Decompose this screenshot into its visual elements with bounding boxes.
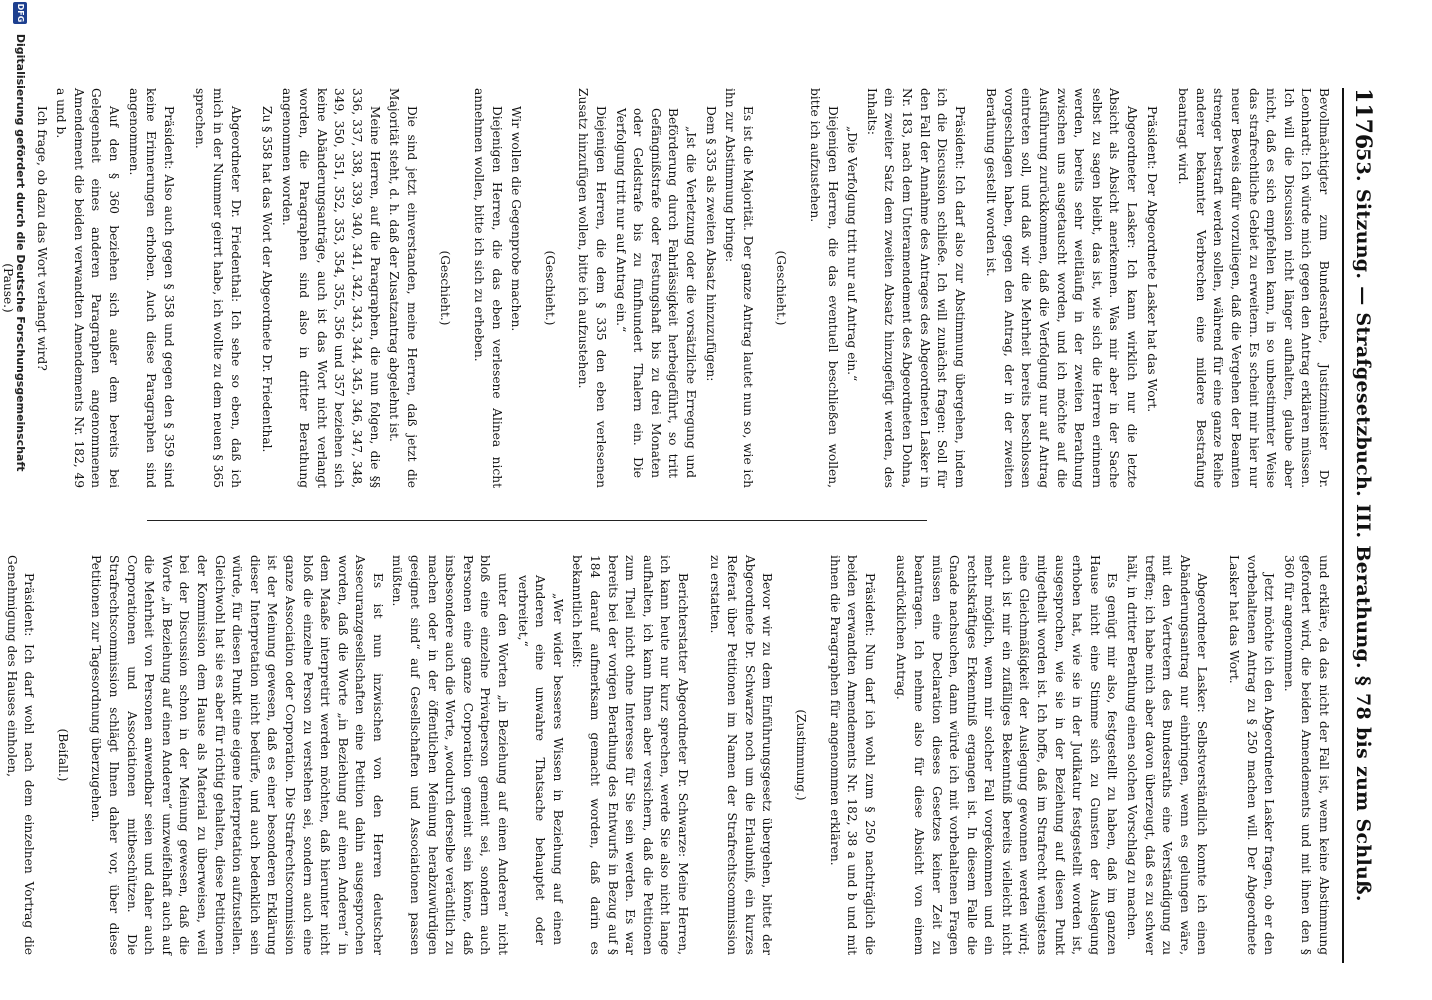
paragraph: Jetzt möchte ich den Abgeordneten Lasker fragen, ob er den vorbehaltenen Antrag zu § 250 machen will. Der Abgeordnete Lasker hat das Wort.	[1227, 555, 1277, 955]
paragraph: Meine Herren, auf die Paragraphen, die nun folgen, die §§ 336, 337, 338, 339, 340, 341, 342, 343, 344, 345, 346, 347, 348, 349, 350, 351, 352, 353, 354, 355, 356 und 357 beziehen sich keine Abänderungsanträge, auch ist das Wort nicht verlangt worden, die Paragraphen sind also in dritter Berathung angenommen worden.	[279, 88, 382, 488]
stage-direction: (Geschieht.)	[774, 250, 789, 326]
stage-direction: (Zustimmung.)	[793, 709, 808, 801]
paragraph: Ich frage, ob dazu das Wort verlangt wird?	[34, 106, 49, 371]
paragraph: Präsident: Der Abgeordnete Lasker hat das Wort.	[1144, 106, 1159, 413]
paragraph: Diejenigen Herren, die das eben verlesene Alinea nicht annehmen wollen, bitte ich sich zu erheben.	[472, 88, 504, 488]
paragraph: Wir wollen die Gegenprobe machen.	[509, 106, 524, 332]
paragraph: Die sind jetzt einverstanden, meine Herren, daß jetzt die Majorität steht, d. h. daß der Zusatzantrag abgelehnt ist.	[387, 88, 419, 488]
paragraph: und erkläre, da das nicht der Fall ist, wenn keine Abstimmung gefordert wird, die beiden Amendements und mit ihnen den § 360 für angenommen.	[1281, 555, 1331, 955]
stage-direction: (Beifall.)	[55, 728, 70, 782]
stage-direction: (Pause.)	[1, 263, 15, 313]
paragraph: Diejenigen Herren, die dem § 335 den eben verlesenen Zusatz hinzufügen wollen, bitte ich aufzustehen.	[576, 88, 609, 488]
paragraph: Bevor wir zu dem Einführungsgesetz übergehen, bittet der Abgeordnete Dr. Schwarze noch um die Erlaubniß, ein kurzes Referat über Petitionen im Namen der Strafrechtscommission zu erstatten.	[707, 555, 775, 955]
paragraph: Abgeordneter Lasker: Selbstverständlich konnte ich einen Abänderungsantrag nur einbringen, wenn es gelungen wäre, mit den Vertretern des Bundesraths eine Verständigung zu treffen; ich habe mich aber davon überzeugt, daß es zu schwer hält, in dritter Berathung einen solchen Vorschlag zu machen.	[1125, 555, 1210, 955]
paragraph: Präsident: Also auch gegen § 358 und gegen den § 359 sind keine Erinnerungen erhoben. Auch diese Paragraphen sind angenommen.	[126, 88, 176, 488]
header-rule	[1342, 88, 1344, 963]
paragraph: Bevollmächtigter zum Bundesrathe, Justizminister Dr. Leonhardt: Ich würde mich gegen den Antrag erklären müssen. Ich will die Discussion nicht länger aufhalten, glaube aber nicht, daß es sich empfehlen kann, in so unbestimmter Weise das strafrechtliche Gebiet zu erweitern. Es scheint mir hier nur neuer Beweis dafür vorzuliegen, daß die Vergehen der Beamten strenger bestraft werden sollen, während für eine ganze Reihe anderer bekannter Verbrechen eine mildere Bestrafung beantragt wird.	[1176, 88, 1331, 488]
paragraph: Zu § 358 hat das Wort der Abgeordnete Dr. Friedenthal.	[260, 106, 275, 453]
running-title: 53. Sitzung. — Strafgesetzbuch. III. Berathung. § 78 bis zum Schluß.	[1352, 148, 1374, 902]
column-divider	[147, 520, 927, 521]
right-column	[4, 555, 1332, 955]
paragraph: Diejenigen Herren, die das eventuell beschließen wollen, bitte ich aufzustehen.	[807, 88, 840, 488]
paragraph: Präsident: Ich darf wohl nach dem einzelnen Vortrag die Genehmigung des Hauses einholen,	[4, 555, 37, 955]
paragraph: Auf den § 360 beziehen sich außer dem bereits bei Gelegenheit eines anderen Paragraphen angenommenen Amendement die beiden verwandten Amendements Nr. 182, 49 a und b.	[54, 88, 121, 488]
paragraph: Es ist nun inzwischen von den Herren deutscher Assecuranzgesellschaften eine Petition dahin ausgesprochen worden, daß die Worte „in Beziehung auf einen Anderen“ in dem Maaße interpretirt werden möchten, daß hierunter nicht bloß die einzelne Person zu verstehen sei, sondern auch eine ganze Association oder Corporation. Die Strafrechtscommission ist der Meinung gewesen, daß es einer besonderen Erklärung dieser Interpretation nicht bedürfe, und auch bedenklich sein würde, für diesen Punkt eine eigene Interpretation aufzustellen. Gleichwohl hat sie es aber für richtig gehalten, diese Petitionen der Kommission dem Hause als Material zu überweisen, weil bei der Discussion schon in der Meinung gewesen, daß die Worte „in Beziehung auf einen Anderen“ unzweifelhaft auch auf die Mehrheit von Personen anwendbar seien und daher auch Corporationen und Associationen mitbeschützen. Die Strafrechtscommission schlägt Ihnen daher vor, über diese Petitionen zur Tagesordnung überzugehen.	[89, 555, 385, 955]
page-number: 1176	[1350, 88, 1376, 150]
paragraph: Es genügt mir also, festgestellt zu haben, daß im ganzen Hause nicht eine Stimme sich zu Gunsten der Auslegung erhoben hat, wie sie in der Judikatur festgestellt worden ist, ausgesprochen, wie sie in der Beziehung auf diesen Punkt mitgetheilt worden ist. Ich hoffe, daß im Strafrecht wenigstens eine Gleichmäßigkeit der Auslegung gewonnen werden wird; auch ist mir ein zufälliges Bekenntniß bereits vielleicht nicht mehr möglich, wenn mir solcher Fall vorgekommen und ein rechtskräftiges Erkenntniß ergangen ist. In diesem Falle die Gnade nachsuchen, dann würde ich mit vorbehaltenen Fragen müssen eine Declaration dieses Gesetzes keiner Zeit zu beantragen. Ich nehme also für diese Absicht von einem ausdrücklichen Antrag.	[894, 555, 1120, 955]
paragraph: „Die Verfolgung tritt nur auf Antrag ein.“	[845, 126, 860, 382]
paragraph: „Ist die Verletzung oder die vorsätzliche Erregung und Beförderung durch Fahrlässigkeit herbeigeführt, so tritt Gefängnißstrafe oder Festungshaft bis zu drei Monaten oder Geldstrafe bis zu fünfhundert Thalern ein. Die Verfolgung tritt nur auf Antrag ein.“	[613, 108, 698, 478]
dfg-logo: DFG	[13, 2, 27, 24]
paragraph: „Wer wider besseres Wissen in Beziehung auf einen Anderen eine unwahre Thatsache behauptet oder verbreitet,“	[515, 575, 565, 945]
paragraph: Abgeordneter Dr. Friedenthal: Ich sehe so eben, daß ich mich in der Nummer geirrt habe, ich wollte zu dem neuen § 365 sprechen.	[193, 88, 243, 488]
paragraph: Präsident: Nun darf ich wohl zum § 250 nachträglich die beiden verwandten Amendements Nr. 182, 38 a und b und mit ihnen die Paragraphen für angenommen erklären.	[827, 555, 877, 955]
paragraph: Berichterstatter Abgeordneter Dr. Schwarze: Meine Herren, ich kann heute nur kurz sprechen, werde Sie also nicht lange aufhalten, ich kann Ihnen aber versichern, daß die Petitionen zum Theil nicht ohne Interesse für Sie sein werden. Es war bereits bei der vorigen Berathung des Entwurfs in Bezug auf § 184 darauf aufmerksam gemacht worden, daß darin es bekanntlich heißt:	[570, 555, 690, 955]
funding-footer	[3, 0, 27, 1000]
funding-note: Digitalisierung gefördert durch die Deutsche Forschungsgemeinschaft	[14, 33, 27, 472]
paragraph: unter den Worten „in Beziehung auf einen Anderen“ nicht bloß eine einzelne Privatperson gemeint sei, sondern auch Personen eine ganze Corporation gemeint sein könne, daß insbesondere auch die Worte, „wodurch derselbe verächtlich zu machen oder in der öffentlichen Meinung herabzuwürdigen geeignet sind“ auf Gesellschaften und Associationen passen müßten.	[390, 555, 511, 955]
stage-direction: (Geschieht.)	[542, 250, 557, 326]
paragraph: Abgeordneter Lasker: Ich kann wirklich nur die letzte Absicht als Absicht anerkennen. Was mir aber in der Sache selbst zu sagen bleibt, das ist, wie sich die Herren erinnern werden, bereits sehr weitläufig in der zweiten Berathung zwischen uns ausgetauscht worden, und ich möchte auf die Ausführung zurückkommen, daß die Verfolgung nur auf Antrag eintreten soll, und daß wir die Mehrheit bereits beschlossen vorgeschlagen haben, gegen den Antrag, der in der zweiten Berathung gestellt worden ist.	[984, 88, 1140, 488]
paragraph: Präsident: Ich darf also zur Abstimmung übergehen, indem ich die Discussion schließe. Ich will zunächst fragen: Soll für den Fall der Annahme des Antrages des Abgeordneten Lasker in Nr. 183, nach dem Unteramendement des Abgeordneten Dohna, ein zweiter Satz dem zweiten Absatz hinzugefügt werden, des Inhalts:	[864, 88, 967, 488]
paragraph: Es ist die Majorität. Der ganze Antrag lautet nun so, wie ich ihn zur Abstimmung bringe:	[723, 88, 755, 488]
paragraph: Dem § 335 als zweiten Absatz hinzuzufügen:	[703, 106, 718, 382]
stage-direction: (Geschieht.)	[438, 250, 453, 326]
